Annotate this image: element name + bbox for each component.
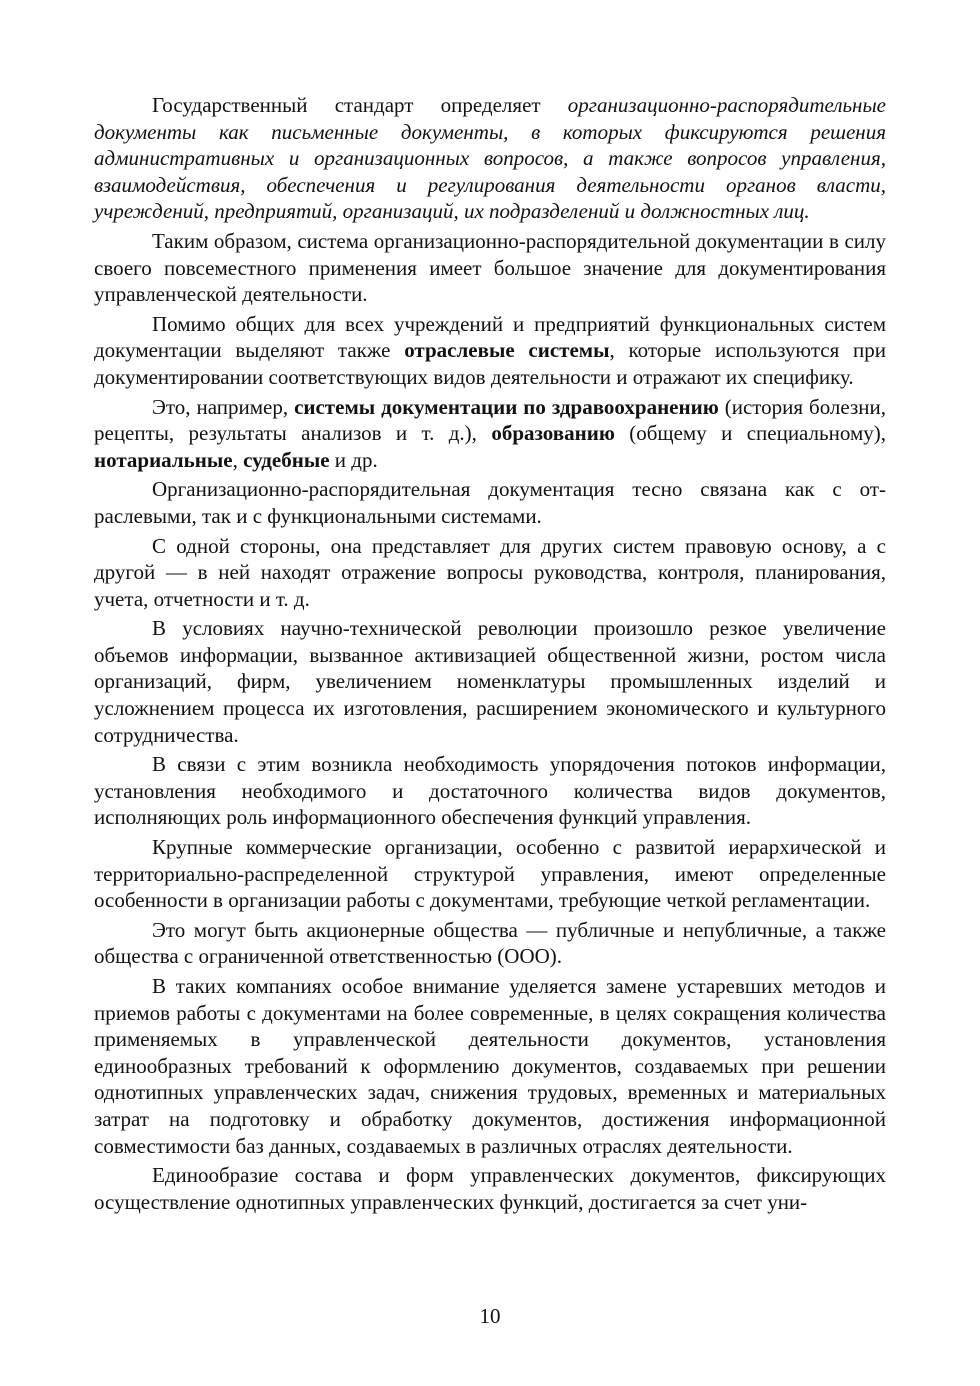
text-run: , которые используются при документировании соответствующих видов деятельности и отражают их специфику.: [94, 338, 886, 389]
paragraph: [94, 533, 886, 613]
paragraph: [94, 92, 886, 225]
text-run: (общему и специальному),: [614, 421, 886, 446]
page-number: 10: [479, 1304, 501, 1328]
text-run: С одной стороны, она представляет для других систем правовую основу, а с другой — в ней находят отражение вопросы руководства, контроля, планирования, учета, отчетности и т. д.: [94, 533, 886, 611]
text-run: (история болезни, рецепты, результаты анализов и т. д.),: [94, 394, 887, 446]
paragraph: [94, 834, 886, 914]
text-run: Крупные коммерческие организации, особенно с развитой иерархической и территориально-распределенной структурой управления, имеют определенные особенности в организации работы с документами, требующие четкой регламентации.: [94, 835, 886, 913]
bold-term: образованию: [491, 421, 615, 446]
page-body: [94, 92, 886, 1215]
text-run: В условиях научно-технической революции произошло резкое увеличение объемов информации, вызванное активизацией общественной жизни, ростом числа организаций, фирм, увеличением номенклатуры промышленных изделий и усложнением процесса их изготовления, расширением экономического и культурного сотрудничества.: [94, 616, 886, 747]
italic-text: организационно-распорядительные документы как письменные документы, в которых фиксируются решения административных и организационных вопросов, а также вопросов управления, взаимодействия, обеспечения и регулирования деятельности органов власти, учреждений, предприятий, организаций, их подразделений и должностных лиц.: [94, 93, 886, 224]
paragraph: [94, 311, 886, 391]
text-run: Помимо общих для всех учреждений и предприятий функциональных систем документации выделяют также: [94, 311, 886, 363]
paragraph: [94, 476, 886, 529]
bold-term: системы документации по здравоохранению: [294, 394, 719, 419]
bold-term: отраслевые системы: [404, 338, 610, 363]
paragraph: [94, 751, 886, 831]
text-run: Организационно-распорядительная документация тесно связана как с отраслевыми, так и с функциональными системами.: [94, 477, 886, 528]
bold-term: судебные: [243, 447, 330, 472]
text-run: Единообразие состава и форм управленческих документов, фиксирующих осуществление однотипных управленческих функций, достигается за счет уни-: [94, 1163, 886, 1214]
text-run: ,: [232, 447, 244, 472]
text-run: и др.: [329, 447, 378, 472]
text-run: Это могут быть акционерные общества — публичные и непубличные, а также общества с ограниченной ответственностью (ООО).: [94, 917, 886, 969]
paragraph: [94, 917, 886, 970]
text-run: В таких компаниях особое внимание уделяется замене устаревших методов и приемов работы с документами на более современные, в целях сокращения количества применяемых в управленческой деятельности документов, установления единообразных требований к оформлению документов, создаваемых при решении однотипных управленческих задач, снижения трудовых, временных и материальных затрат на подготовку и обработку документов, достижения информационной совместимости баз данных, создаваемых в различных отраслях деятельности.: [94, 974, 886, 1158]
text-run: Государственный стандарт определяет: [152, 93, 568, 117]
text-run: Таким образом, система организационно-распорядительной документации в силу своего повсеместного применения имеет большое значение для документирования управленческой деятельности.: [94, 228, 886, 307]
paragraph: [94, 228, 886, 308]
text-run: В связи с этим возникла необходимость упорядочения потоков информации, установления необходимого и достаточного количества видов документов, исполняющих роль информационного обеспечения функций управления.: [94, 752, 886, 830]
bold-term: нотариальные: [94, 447, 233, 472]
paragraph: [94, 394, 886, 474]
text-run: Это, например,: [152, 394, 295, 419]
paragraph: [94, 1162, 886, 1215]
paragraph: [94, 973, 886, 1159]
paragraph: [94, 615, 886, 748]
